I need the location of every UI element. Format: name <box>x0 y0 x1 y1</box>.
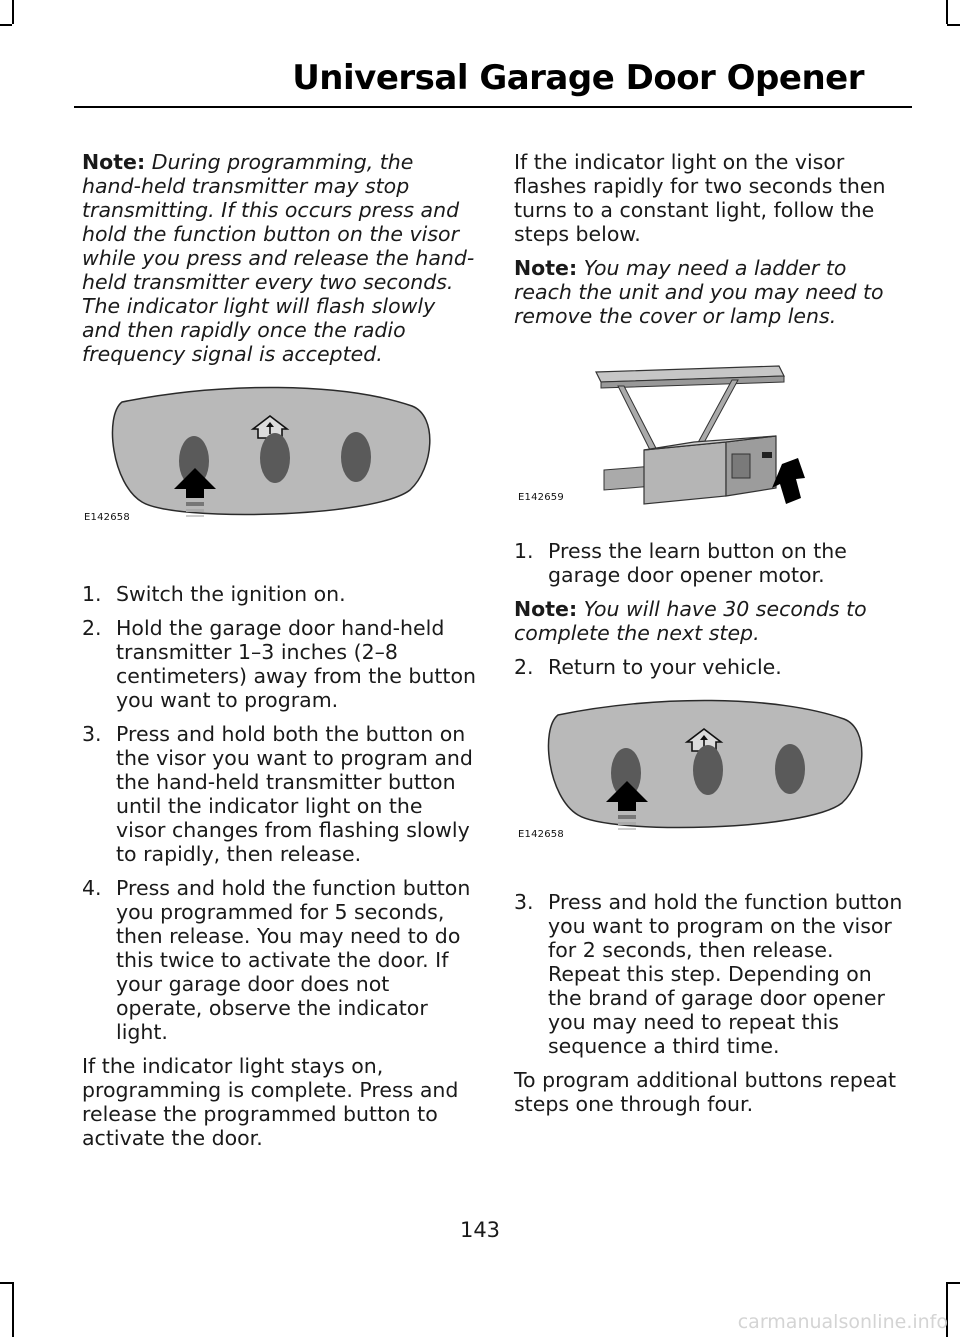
step-number: 3. <box>82 722 102 746</box>
programming-note <box>82 150 477 366</box>
step-number: 2. <box>82 616 102 640</box>
crop-mark <box>947 1282 960 1284</box>
crop-mark <box>946 0 948 24</box>
figure-code: E142659 <box>518 492 564 503</box>
note-text: You will have 30 seconds to complete the next step. <box>514 597 867 645</box>
note-label: Note: <box>514 256 578 280</box>
watermark[interactable]: carmanualsonline.info <box>737 1311 948 1333</box>
crop-mark <box>12 1282 14 1337</box>
figure-code: E142658 <box>84 512 130 523</box>
arrow-up-icon <box>772 458 805 504</box>
bracket <box>618 386 660 458</box>
step-number: 4. <box>82 876 102 900</box>
note-label: Note: <box>82 150 146 174</box>
page-title: Universal Garage Door Opener <box>292 58 864 98</box>
crop-mark <box>947 24 960 26</box>
steps-list <box>514 890 910 1058</box>
steps-list <box>514 539 910 587</box>
timing-note <box>514 597 910 645</box>
crop-mark <box>0 24 12 26</box>
step-text: Press and hold the function button you want to program on the visor for 2 seconds, then release. Repeat this step. Depending on the brand of garage door opener you may need to repeat this sequence a third time. <box>548 890 903 1058</box>
step-text: Hold the garage door hand-held transmitter 1–3 inches (2–8 centimeters) away from the button you want to program. <box>116 616 477 712</box>
visor-illustration <box>82 376 477 566</box>
closing-paragraph: To program additional buttons repeat steps one through four. <box>514 1068 897 1116</box>
visor-button-3 <box>775 744 805 794</box>
lamp-lens <box>732 454 750 478</box>
note-label: Note: <box>514 597 578 621</box>
crop-mark <box>12 0 14 24</box>
visor-button-2 <box>693 745 723 795</box>
list-item <box>82 876 477 1044</box>
learn-button <box>762 452 772 458</box>
page-number: 143 <box>459 1218 501 1242</box>
intro-paragraph: If the indicator light on the visor flashes rapidly for two seconds then turns to a constant light, follow the steps below. <box>514 150 886 246</box>
header-divider <box>74 106 912 108</box>
step-number: 3. <box>514 890 534 914</box>
step-number: 1. <box>82 582 102 606</box>
steps-list <box>82 582 477 1044</box>
step-number: 2. <box>514 655 534 679</box>
visor-illustration <box>514 689 910 874</box>
figure-code: E142658 <box>518 829 564 840</box>
list-item <box>514 890 910 1058</box>
right-column <box>514 150 910 1126</box>
list-item <box>82 616 477 712</box>
step-text: Return to your vehicle. <box>548 655 782 679</box>
list-item <box>82 582 477 606</box>
crop-mark <box>0 1282 12 1284</box>
step-text: Press and hold the function button you programmed for 5 seconds, then release. You may need to do this twice to activate the door. If your garage door does not operate, observe the indicator light. <box>116 876 471 1044</box>
visor-button-3 <box>341 432 371 482</box>
closing-paragraph: If the indicator light stays on, programming is complete. Press and release the programmed button to activate the door. <box>82 1054 459 1150</box>
opener-motor-illustration <box>514 338 910 523</box>
motor-housing-front <box>644 442 726 504</box>
list-item <box>82 722 477 866</box>
left-column <box>82 150 477 1160</box>
step-number: 1. <box>514 539 534 563</box>
opener-figure <box>514 338 910 523</box>
step-text: Switch the ignition on. <box>116 582 346 606</box>
steps-list <box>514 655 910 679</box>
step-text: Press and hold both the button on the visor you want to program and the hand-held transmitter button until the indicator light on the visor changes from flashing slowly to rapidly, then release. <box>116 722 473 866</box>
note-text: During programming, the hand-held transmitter may stop transmitting. If this occurs press and hold the function button on the visor while you press and release the hand-held transmitter every two seconds. The indicator light will flash slowly and then rapidly once the radio frequency signal is accepted. <box>82 150 475 366</box>
list-item <box>514 655 910 679</box>
visor-button-2 <box>260 433 290 483</box>
note-text: You may need a ladder to reach the unit and you may need to remove the cover or lamp lens. <box>514 256 884 328</box>
visor-figure <box>514 689 910 874</box>
visor-figure <box>82 376 477 566</box>
step-text: Press the learn button on the garage door opener motor. <box>548 539 847 587</box>
ladder-note <box>514 256 910 328</box>
list-item <box>514 539 910 587</box>
